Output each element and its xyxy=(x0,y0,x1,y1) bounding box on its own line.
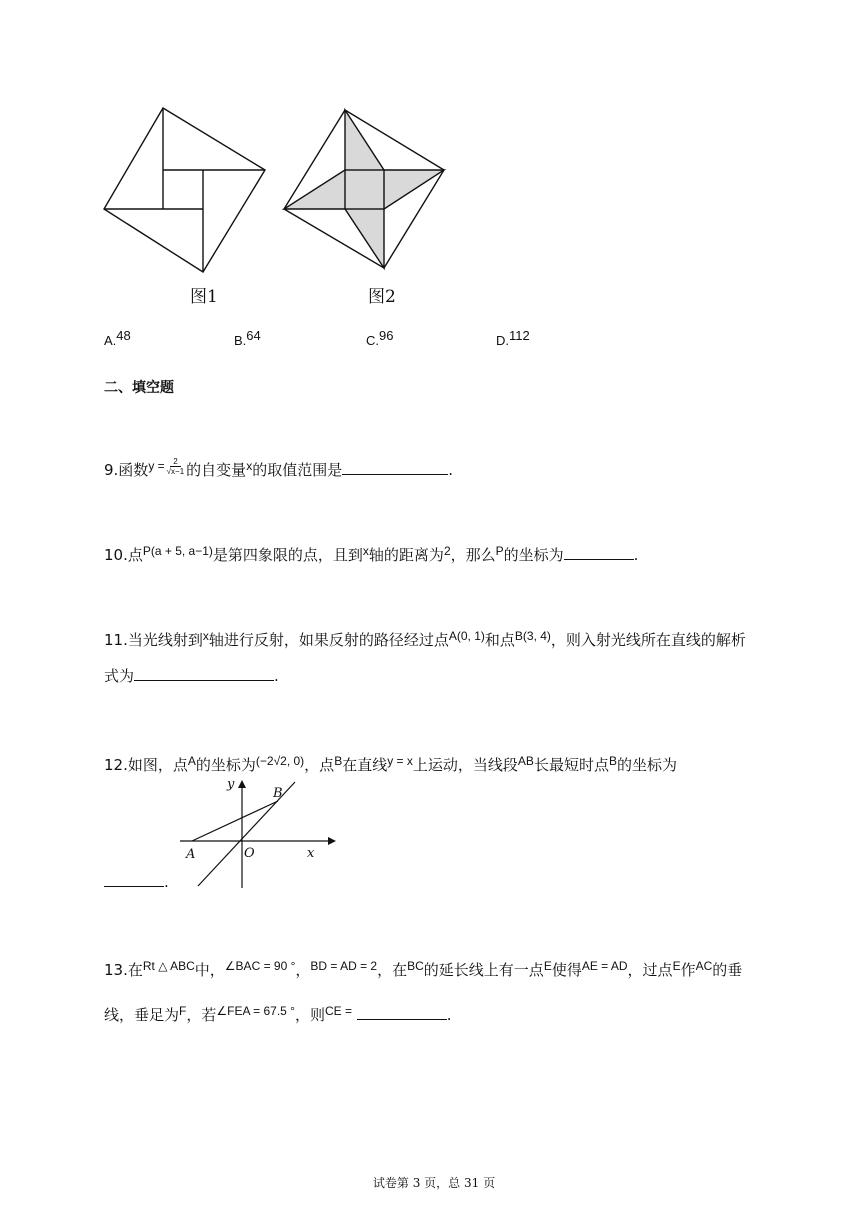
q13-text: 13.在 xyxy=(104,961,143,979)
q9-text: 的取值范围是 xyxy=(252,461,343,479)
answer-blank[interactable] xyxy=(134,666,274,681)
question-11-line-2 xyxy=(104,666,279,686)
q13-angle2: ∠FEA = 67.5 ° xyxy=(216,1004,295,1018)
q13-angle: ∠BAC = 90 ° xyxy=(224,959,296,973)
option-letter: A. xyxy=(104,333,117,348)
q9-x: x xyxy=(246,459,253,473)
q13-ac: AC xyxy=(695,959,713,973)
segment-ab xyxy=(192,801,278,841)
q9-y: y = xyxy=(148,459,165,473)
q12-text: 上运动，当线段 xyxy=(412,756,518,774)
q13-text: 中， xyxy=(194,961,225,979)
q10-text: 的坐标为 xyxy=(503,546,564,564)
point-a-label: A xyxy=(186,847,196,862)
q11-end: . xyxy=(274,667,279,685)
y-axis-label: y xyxy=(227,777,235,792)
option-value: 64 xyxy=(246,328,261,343)
option-c[interactable] xyxy=(366,328,394,348)
q10-x: x xyxy=(362,544,369,558)
figure-squares xyxy=(0,100,460,280)
q10-text: ，那么 xyxy=(450,546,496,564)
question-10 xyxy=(104,545,638,566)
q12-eq: y = x xyxy=(387,754,413,768)
q11-text: 式为 xyxy=(104,667,135,685)
q13-text: ， xyxy=(295,961,311,979)
question-12-answer-line xyxy=(104,872,169,892)
q10-two: 2 xyxy=(443,544,451,558)
question-13 xyxy=(104,960,742,981)
q13-e: E xyxy=(672,959,681,973)
q13-text: 线，垂足为 xyxy=(104,1006,180,1024)
question-13-line-2 xyxy=(104,1005,452,1026)
option-value: 112 xyxy=(509,328,530,343)
option-a[interactable] xyxy=(104,328,131,348)
q11-x: x xyxy=(202,629,209,643)
option-value: 96 xyxy=(379,328,394,343)
q11-text: 和点 xyxy=(484,631,515,649)
figure-1-caption: 图1 xyxy=(190,287,218,307)
q13-text: ，在 xyxy=(377,961,408,979)
q13-text: ，则 xyxy=(294,1006,325,1024)
q9-fraction xyxy=(165,457,187,476)
option-d[interactable] xyxy=(496,328,530,348)
q13-eq1: BD = AD = 2 xyxy=(310,959,378,973)
q12-end: . xyxy=(164,873,169,891)
option-letter: B. xyxy=(234,333,247,348)
q12-text: 的坐标为 xyxy=(616,756,677,774)
q13-text: 的垂 xyxy=(712,961,743,979)
q12-text: 长最短时点 xyxy=(533,756,609,774)
page-footer: 试卷第 3 页，总 31 页 xyxy=(372,1176,496,1190)
q10-text: 10.点 xyxy=(104,546,143,564)
q9-text: 的自变量 xyxy=(186,461,247,479)
q9-text: 9.函数 xyxy=(104,461,149,479)
q13-text: 使得 xyxy=(551,961,582,979)
q13-text: 作 xyxy=(680,961,696,979)
q12-ab: AB xyxy=(517,754,534,768)
option-letter: D. xyxy=(496,333,509,348)
section-heading: 二、填空题 xyxy=(104,380,174,396)
q12-text: 12.如图，点 xyxy=(104,756,188,774)
q13-text: ，过点 xyxy=(627,961,673,979)
q10-end: . xyxy=(633,546,639,564)
q13-f: F xyxy=(179,1004,187,1018)
q13-bc: BC xyxy=(407,959,424,973)
figure-2 xyxy=(284,110,444,268)
q10-text: 轴的距离为 xyxy=(368,546,444,564)
q13-rt: Rt △ ABC xyxy=(142,959,195,973)
option-b[interactable] xyxy=(234,328,261,348)
q12-b: B xyxy=(334,754,343,768)
q12-text: 的坐标为 xyxy=(195,756,256,774)
question-9 xyxy=(104,457,453,481)
q12-a: A xyxy=(187,754,196,768)
figure-1 xyxy=(104,108,265,272)
q11-text: 轴进行反射，如果反射的路径经过点 xyxy=(208,631,449,649)
q13-ce: CE = xyxy=(325,1004,353,1018)
q12-text: 在直线 xyxy=(342,756,388,774)
x-axis-label: x xyxy=(307,846,315,861)
q11-text: ，则入射光线所在直线的解析 xyxy=(550,631,746,649)
q13-text: 的延长线上有一点 xyxy=(423,961,544,979)
q13-end: . xyxy=(446,1006,452,1024)
q9-den: √x−1 xyxy=(166,467,185,476)
q10-text: 是第四象限的点，且到 xyxy=(212,546,363,564)
answer-blank[interactable] xyxy=(564,545,634,560)
q11-a: A(0, 1) xyxy=(448,629,485,643)
option-value: 48 xyxy=(116,328,131,343)
q9-end: . xyxy=(448,461,453,479)
q12-coord: (−2√2, 0) xyxy=(255,754,305,768)
q13-e: E xyxy=(543,959,552,973)
q12-coordinate-figure xyxy=(170,768,345,893)
shaded-region xyxy=(284,110,444,268)
answer-blank[interactable] xyxy=(104,872,164,887)
q10-p: P xyxy=(495,544,504,558)
figure-2-caption: 图2 xyxy=(368,287,396,307)
q13-text: ，若 xyxy=(186,1006,217,1024)
y-axis-arrow xyxy=(238,780,246,788)
q11-b: B(3, 4) xyxy=(514,629,551,643)
option-letter: C. xyxy=(366,333,379,348)
q12-b: B xyxy=(608,754,617,768)
q12-text: ，点 xyxy=(304,756,335,774)
point-b-label: B xyxy=(273,786,283,801)
q9-num: 2 xyxy=(170,457,180,467)
answer-blank[interactable] xyxy=(342,460,448,475)
q10-point: P(a + 5, a−1) xyxy=(142,544,213,558)
q13-eq2: AE = AD xyxy=(581,959,628,973)
q11-text: 11.当光线射到 xyxy=(104,631,203,649)
question-11 xyxy=(104,630,746,651)
origin-label: O xyxy=(244,846,255,861)
answer-blank[interactable] xyxy=(357,1005,447,1020)
x-axis-arrow xyxy=(328,837,336,845)
